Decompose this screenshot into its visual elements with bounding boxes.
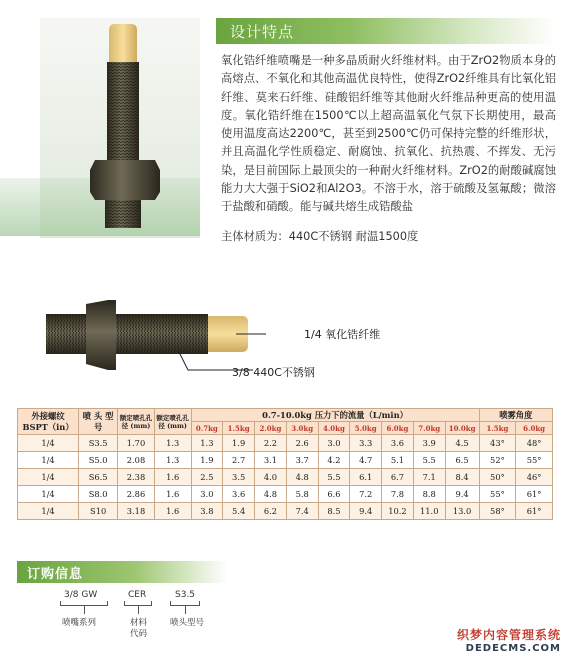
watermark [457,626,561,654]
col-dia2-header: 额定喷孔孔径 (mm) [154,409,191,435]
cell-angle: 55° [479,486,516,503]
cell-flow: 3.1 [255,452,287,469]
hex-nut [90,160,160,200]
cell-dia1: 2.38 [118,469,155,486]
cell-dia2: 1.6 [154,486,191,503]
cell-model: S6.5 [79,469,118,486]
order-label-series: 喷嘴系列 [62,618,97,628]
cell-flow: 4.7 [350,452,382,469]
cell-flow: 9.4 [350,503,382,520]
order-code-series: 3/8 GW [64,590,98,600]
cell-flow: 9.4 [445,486,479,503]
cell-angle: 52° [479,452,516,469]
cell-flow: 8.8 [413,486,445,503]
cell-model: S10 [79,503,118,520]
pressure-header: 6.0kg [382,422,414,435]
cell-flow: 3.6 [223,486,255,503]
table-row [18,486,553,503]
cell-flow: 6.6 [318,486,350,503]
cell-dia1: 2.08 [118,452,155,469]
cell-thread: 1/4 [18,452,79,469]
cell-flow: 1.9 [223,435,255,452]
cell-dia2: 1.6 [154,469,191,486]
pressure-header: 1.5kg [223,422,255,435]
fiber-tip [109,24,137,62]
cell-flow: 1.3 [191,435,223,452]
cell-model: S5.0 [79,452,118,469]
cell-flow: 2.5 [191,469,223,486]
cell-flow: 3.0 [191,486,223,503]
cell-flow: 4.8 [255,486,287,503]
table-row [18,435,553,452]
order-info-header [17,561,227,583]
cell-flow: 4.0 [255,469,287,486]
watermark-en: DEDECMS.COM [465,643,561,654]
spec-table [17,408,553,520]
cell-flow: 11.0 [413,503,445,520]
cell-flow: 3.3 [350,435,382,452]
cell-flow: 2.2 [255,435,287,452]
cell-flow: 7.2 [350,486,382,503]
cell-flow: 5.5 [413,452,445,469]
cell-flow: 7.4 [286,503,318,520]
nozzle-vertical-illustration [80,20,170,230]
cell-flow: 6.2 [255,503,287,520]
cell-angle: 46° [516,469,553,486]
cell-angle: 43° [479,435,516,452]
order-code-tip: S3.5 [175,590,196,600]
cell-flow: 4.5 [445,435,479,452]
pressure-header: 5.0kg [350,422,382,435]
cell-dia2: 1.3 [154,452,191,469]
cell-flow: 7.8 [382,486,414,503]
cell-flow: 5.4 [223,503,255,520]
table-row [18,452,553,469]
cell-angle: 48° [516,435,553,452]
cell-flow: 3.7 [286,452,318,469]
pressure-header: 10.0kg [445,422,479,435]
col-flow-header: 0.7-10.0kg 压力下的流量（L/min） [191,409,479,422]
cell-thread: 1/4 [18,435,79,452]
cell-flow: 1.9 [191,452,223,469]
callout-body-label: 3/8 440C不锈钢 [232,366,315,379]
pressure-header: 4.0kg [318,422,350,435]
cell-dia1: 3.18 [118,503,155,520]
cell-flow: 8.5 [318,503,350,520]
cell-flow: 13.0 [445,503,479,520]
cell-flow: 5.1 [382,452,414,469]
pressure-header: 3.0kg [286,422,318,435]
cell-thread: 1/4 [18,469,79,486]
cell-flow: 6.1 [350,469,382,486]
cell-flow: 7.1 [413,469,445,486]
cell-angle: 61° [516,503,553,520]
col-angle-header: 喷雾角度 [479,409,552,422]
cell-flow: 3.5 [223,469,255,486]
order-leader-tip [185,606,186,614]
cell-flow: 10.2 [382,503,414,520]
cell-flow: 3.6 [382,435,414,452]
cell-flow: 2.7 [223,452,255,469]
cell-flow: 3.9 [413,435,445,452]
cell-flow: 6.7 [382,469,414,486]
table-row [18,469,553,486]
cell-angle: 58° [479,503,516,520]
pressure-header: 0.7kg [191,422,223,435]
cell-dia2: 1.3 [154,435,191,452]
design-features-title: 设计特点 [230,23,295,41]
callout-tip-label: 1/4 氧化锆纤维 [304,328,381,341]
cell-angle: 55° [516,452,553,469]
cell-flow: 6.5 [445,452,479,469]
order-leader-material [138,606,139,614]
cell-angle: 50° [479,469,516,486]
cell-flow: 2.6 [286,435,318,452]
col-thread-header: 外接螺纹 BSPT（in） [18,409,79,435]
cell-flow: 4.8 [286,469,318,486]
cell-dia1: 2.86 [118,486,155,503]
watermark-cn: 织梦内容管理系统 [456,628,561,642]
order-leader-series [84,606,85,614]
order-code-material: CER [128,590,147,600]
order-label-material: 材料代码 [130,618,148,639]
cell-model: S3.5 [79,435,118,452]
cell-angle: 61° [516,486,553,503]
cell-dia2: 1.6 [154,503,191,520]
cell-flow: 3.0 [318,435,350,452]
cell-flow: 8.4 [445,469,479,486]
order-label-tip: 喷头型号 [170,618,205,628]
design-description: 氧化锆纤维喷嘴是一种多晶质耐火纤维材料。由于ZrO2物质本身的高熔点、不氧化和其他高温优良特性，使得ZrO2纤维具有比氧化铝纤维、莫来石纤维、硅酸铝纤维等其他耐火纤维品种更高的使用温度。氧化锆纤维在1500℃以上超高温氧化气氛下长期使用，最高使用温度高达2200℃，甚至到2500℃仍可保持完整的纤维形状，并且高温化学性质稳定、耐腐蚀、抗氧化、抗热震、不挥发、无污染，是目前国际上最顶尖的一种耐火纤维材料。ZrO2的耐酸碱腐蚀能力大大强于SiO2和Al2O3。不溶于水，溶于硫酸及氢氟酸；微溶于盐酸和硝酸。能与碱共熔生成锆酸盐 [221,54,556,214]
pressure-header: 2.0kg [255,422,287,435]
cell-thread: 1/4 [18,503,79,520]
hex-nut-horizontal [86,300,116,370]
cell-dia1: 1.70 [118,435,155,452]
cell-thread: 1/4 [18,486,79,503]
table-row [18,503,553,520]
cell-flow: 5.5 [318,469,350,486]
design-features-header [216,18,556,44]
col-dia1-header: 额定喷孔孔径 (mm) [118,409,155,435]
order-info-title: 订购信息 [27,567,84,582]
cell-flow: 5.8 [286,486,318,503]
cell-model: S8.0 [79,486,118,503]
angle-pressure-header: 6.0kg [516,422,553,435]
angle-pressure-header: 1.5kg [479,422,516,435]
cell-flow: 3.8 [191,503,223,520]
material-note: 主体材质为：440C不锈钢 耐温1500度 [221,230,419,243]
cell-flow: 4.2 [318,452,350,469]
pressure-header: 7.0kg [413,422,445,435]
col-model-header: 喷 头 型 号 [79,409,118,435]
